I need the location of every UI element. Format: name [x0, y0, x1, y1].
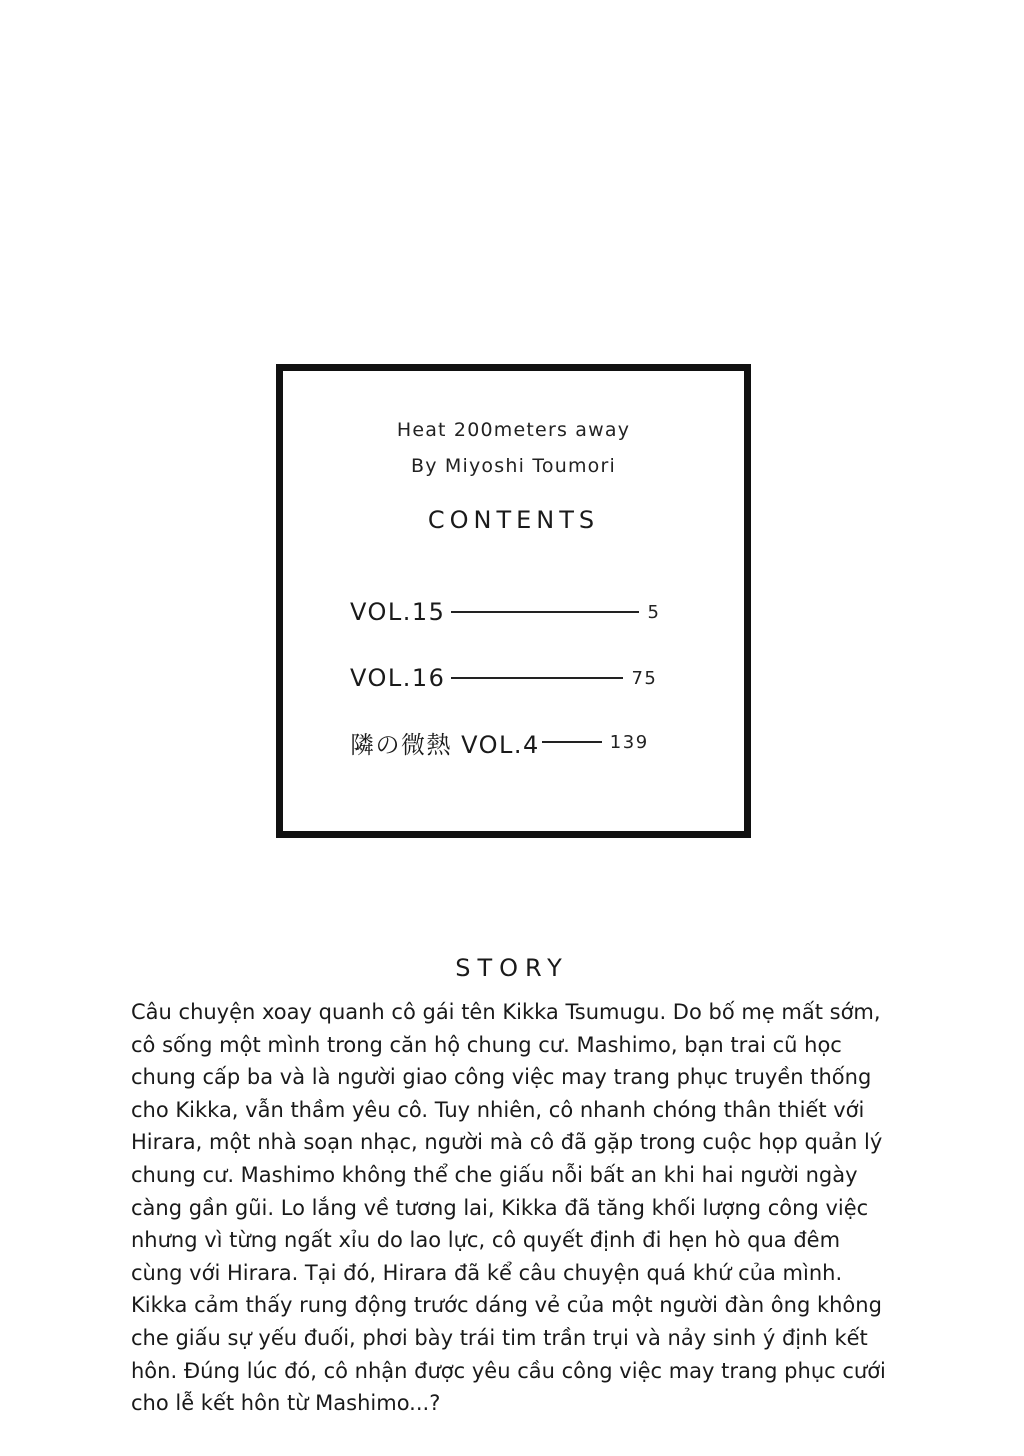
story-heading: STORY [455, 954, 569, 982]
toc-entry [350, 727, 649, 757]
story-paragraph: Câu chuyện xoay quanh cô gái tên Kikka Tsumugu. Do bố mẹ mất sớm, cô sống một mình trong căn hộ chung cư. Mashimo, bạn trai cũ học chung cấp ba và là người giao công việc may trang phục truyền thống cho Kikka, vẫn thầm yêu cô. Tuy nhiên, cô nhanh chóng thân thiết với Hirara, một nhà soạn nhạc, người mà cô đã gặp trong cuộc họp quản lý chung cư. Mashimo không thể che giấu nỗi bất an khi hai người ngày càng gần gũi. Lo lắng về tương lai, Kikka đã tăng khối lượng công việc nhưng vì từng ngất xỉu do lao lực, cô quyết định đi hẹn hò qua đêm cùng với Hirara. Tại đó, Hirara đã kể câu chuyện quá khứ của mình. Kikka cảm thấy rung động trước dáng vẻ của một người đàn ông không che giấu sự yếu đuối, phơi bày trái tim trần trụi và nảy sinh ý định kết hôn. Đúng lúc đó, cô nhận được yêu cầu công việc may trang phục cưới cho lễ kết hôn từ Mashimo...? [131, 1000, 886, 1416]
toc-entry [350, 597, 660, 627]
toc-entry-label: 隣の微熱 VOL.4 [350, 730, 540, 759]
toc-entry-label: VOL.15 [350, 598, 446, 626]
book-author: By Miyoshi Toumori [411, 455, 616, 477]
toc-entry-label: VOL.16 [350, 664, 446, 692]
book-title: Heat 200meters away [396, 419, 631, 441]
contents-frame [276, 364, 751, 838]
toc-leader-line [542, 741, 602, 743]
toc-leader-line [451, 611, 639, 613]
toc-entry [350, 663, 657, 693]
toc-entry-page: 75 [631, 667, 658, 689]
toc-entry-page: 5 [647, 601, 661, 623]
contents-heading: CONTENTS [427, 506, 600, 534]
toc-leader-line [451, 677, 623, 679]
toc-entry-page: 139 [609, 731, 649, 753]
